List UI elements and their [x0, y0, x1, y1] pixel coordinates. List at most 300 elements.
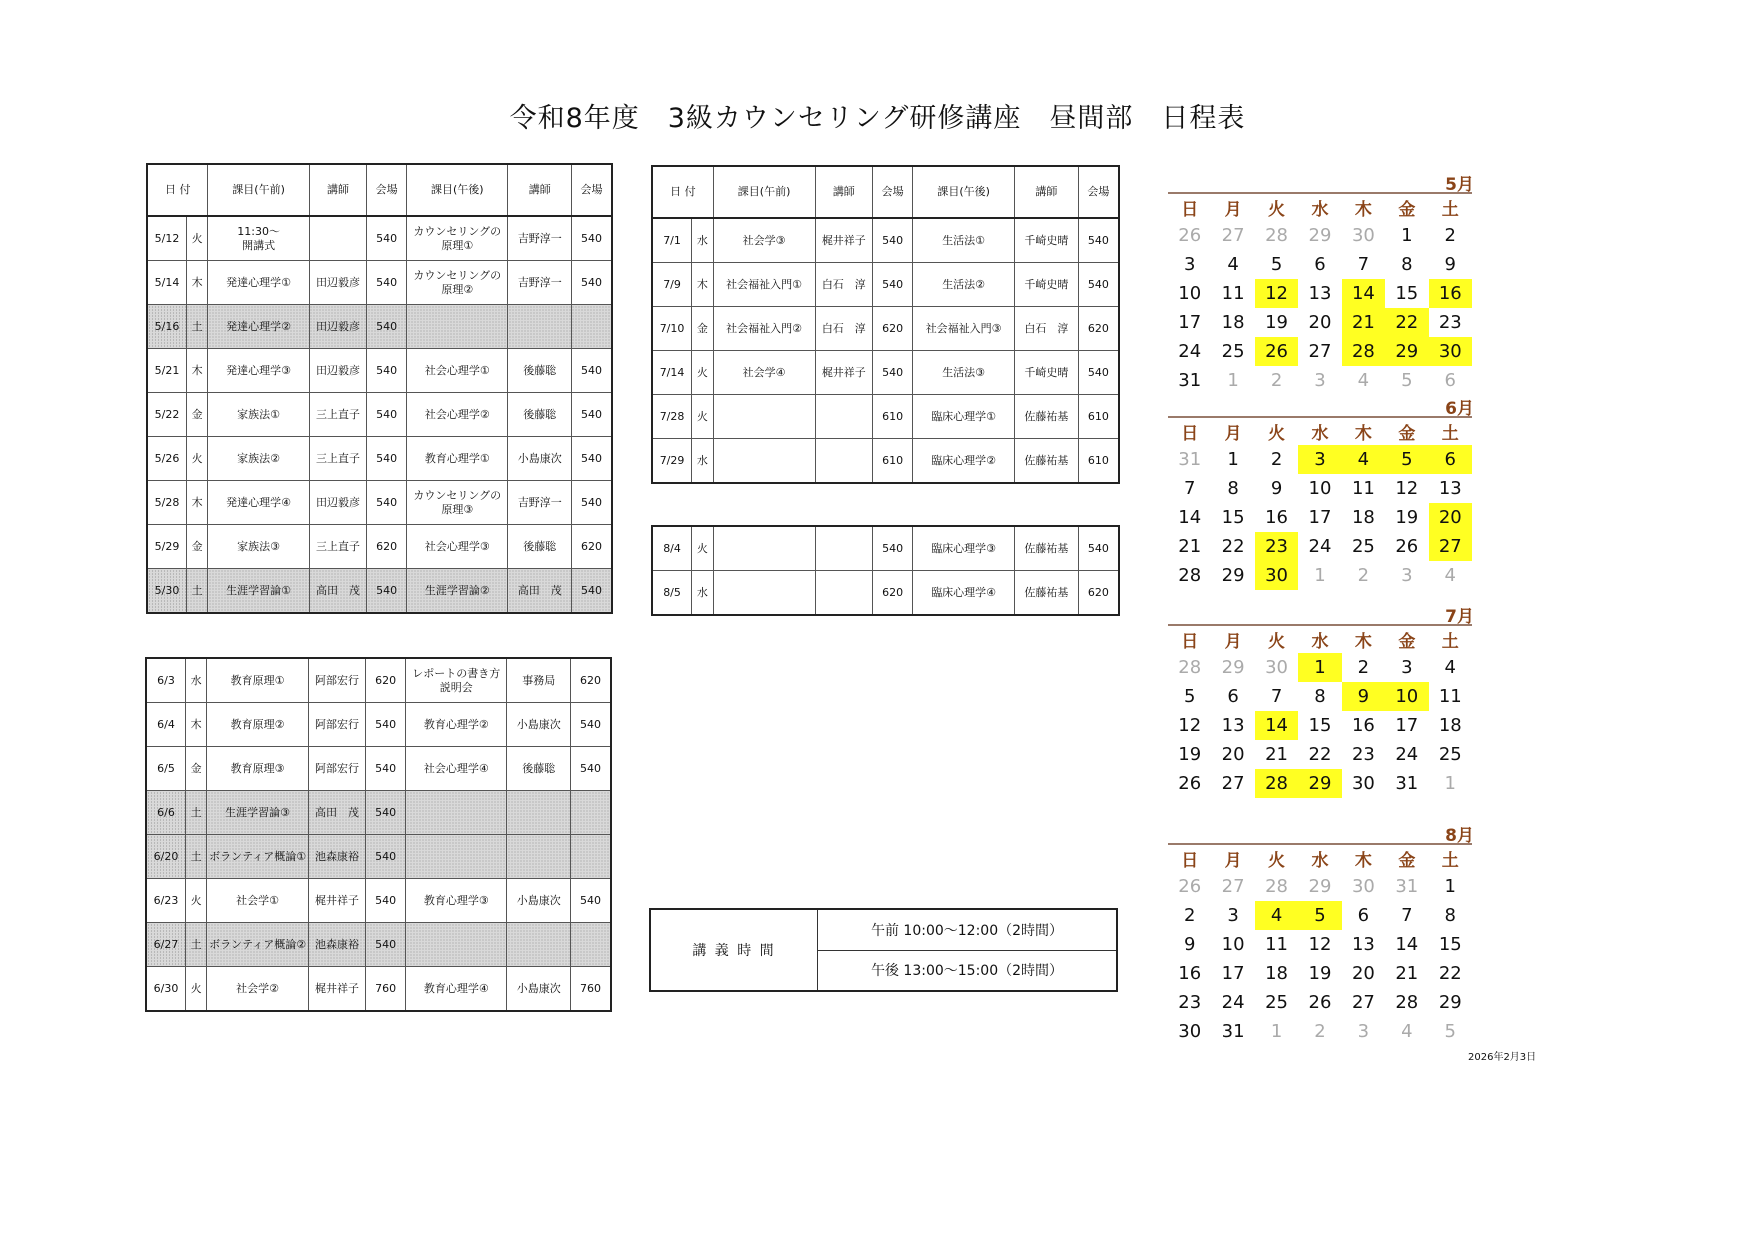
- cell-am-subject: 教育原理③: [207, 747, 308, 791]
- calendar-day: 13: [1438, 478, 1462, 499]
- calendar-day: 25: [1351, 536, 1375, 557]
- calendar-day: 13: [1221, 715, 1245, 736]
- header-am-room: 会場: [873, 166, 913, 218]
- table-row: [652, 571, 1119, 616]
- calendar-day: 29: [1438, 992, 1462, 1013]
- calendar-weekday: 水: [1298, 625, 1341, 653]
- table-row: [146, 835, 611, 879]
- calendar-day: 6: [1444, 370, 1456, 391]
- calendar-day: 29: [1308, 225, 1332, 246]
- calendar-day: 8: [1401, 254, 1413, 275]
- cell-weekday: 木: [186, 261, 208, 305]
- calendar-day-lecture: 30: [1255, 561, 1298, 590]
- calendar-week: [1168, 445, 1472, 474]
- header-pm-instructor: 講師: [1015, 166, 1079, 218]
- schedule-table-may: [146, 163, 613, 614]
- cell-pm-instructor: 千崎史晴: [1015, 218, 1079, 263]
- table-row: [146, 967, 611, 1012]
- calendar-day: 4: [1357, 370, 1370, 391]
- calendar-week: [1168, 532, 1472, 561]
- cell-weekday: 水: [692, 439, 714, 484]
- cell-am-subject: 家族法③: [208, 525, 309, 569]
- calendar-month-label: 7月: [1445, 607, 1474, 627]
- cell-date: 6/3: [146, 658, 185, 703]
- cell-date: 6/6: [146, 791, 185, 835]
- table-row: [147, 481, 612, 525]
- cell-pm-subject: カウンセリングの 原理①: [407, 216, 508, 261]
- calendar-day: 11: [1438, 686, 1462, 707]
- calendar-day: 10: [1178, 283, 1202, 304]
- cell-pm-room: 540: [571, 481, 612, 525]
- calendar-day: 22: [1438, 963, 1462, 984]
- calendar-day-lecture: 16: [1429, 279, 1472, 308]
- calendar-day: 1: [1314, 565, 1326, 586]
- calendar-day: 24: [1178, 341, 1202, 362]
- cell-am-instructor: 池森康裕: [308, 835, 365, 879]
- calendar-week: [1168, 561, 1472, 590]
- cell-pm-room: 540: [570, 703, 611, 747]
- cell-date: 7/1: [652, 218, 692, 263]
- calendar-day: 29: [1221, 657, 1245, 678]
- cell-pm-subject: 社会心理学②: [407, 393, 508, 437]
- cell-am-instructor: 阿部宏行: [308, 658, 365, 703]
- cell-pm-room: 760: [570, 967, 611, 1012]
- calendar-day: 30: [1351, 876, 1375, 897]
- cell-weekday: 水: [692, 571, 714, 616]
- cell-pm-subject: 臨床心理学①: [913, 395, 1015, 439]
- cell-am-subject: [713, 439, 815, 484]
- calendar-day-lecture: 29: [1298, 769, 1341, 798]
- cell-am-subject: ボランティア概論①: [207, 835, 308, 879]
- table-row: [652, 263, 1119, 307]
- cell-am-subject: ボランティア概論②: [207, 923, 308, 967]
- cell-weekday: 金: [692, 307, 714, 351]
- cell-pm-room: 540: [1078, 351, 1119, 395]
- table-row: [147, 216, 612, 261]
- header-am-room: 会場: [367, 164, 407, 216]
- table-row: [146, 879, 611, 923]
- calendar-day: 8: [1227, 478, 1239, 499]
- calendar-grid: [1168, 416, 1472, 590]
- calendar-week: [1168, 901, 1472, 930]
- table-row: [652, 307, 1119, 351]
- calendar-day: 28: [1178, 657, 1202, 678]
- calendar-day-lecture: 28: [1342, 337, 1385, 366]
- calendar-day: 2: [1270, 370, 1283, 391]
- cell-am-subject: 生涯学習論①: [208, 569, 309, 614]
- cell-weekday: 水: [692, 218, 714, 263]
- cell-pm-room: 620: [1078, 307, 1119, 351]
- calendar-day: 28: [1395, 992, 1419, 1013]
- calendar-day: 2: [1270, 449, 1283, 470]
- calendar-day: 3: [1401, 565, 1413, 586]
- cell-weekday: 土: [185, 791, 207, 835]
- calendar-weekday: 日: [1168, 193, 1211, 221]
- cell-am-instructor: 阿部宏行: [308, 747, 365, 791]
- calendar-day: 2: [1357, 565, 1370, 586]
- cell-pm-room: 540: [571, 393, 612, 437]
- calendar-weekday: 月: [1211, 844, 1254, 872]
- calendar-day-lecture: 3: [1298, 445, 1341, 474]
- calendar-day-lecture: 20: [1429, 503, 1472, 532]
- cell-pm-room: 540: [571, 569, 612, 614]
- cell-pm-room: 540: [1078, 526, 1119, 571]
- calendar-day: 5: [1270, 254, 1283, 275]
- cell-am-instructor: 梶井祥子: [308, 879, 365, 923]
- table-row: [652, 439, 1119, 484]
- calendar-day: 25: [1438, 744, 1462, 765]
- calendar-day: 17: [1395, 715, 1419, 736]
- cell-am-instructor: 梶井祥子: [815, 351, 873, 395]
- cell-pm-subject: 臨床心理学④: [913, 571, 1015, 616]
- cell-date: 7/29: [652, 439, 692, 484]
- calendar-day: 24: [1308, 536, 1332, 557]
- calendar-day-lecture: 10: [1385, 682, 1428, 711]
- calendar-day: 26: [1178, 225, 1202, 246]
- cell-am-room: 540: [366, 703, 406, 747]
- calendar-day: 9: [1444, 254, 1456, 275]
- header-pm-subject: 課目(午後): [913, 166, 1015, 218]
- calendar-august: [1168, 821, 1498, 1046]
- cell-pm-room: 610: [1078, 395, 1119, 439]
- calendar-june: [1168, 394, 1498, 590]
- table-row: [652, 526, 1119, 571]
- header-am-subject: 課目(午前): [713, 166, 815, 218]
- calendar-day: 20: [1351, 963, 1375, 984]
- calendar-day: 7: [1270, 686, 1283, 707]
- cell-pm-subject: 生涯学習論②: [407, 569, 508, 614]
- calendar-day: 5: [1401, 370, 1413, 391]
- cell-weekday: 火: [186, 216, 208, 261]
- calendar-grid: [1168, 624, 1472, 798]
- cell-date: 7/9: [652, 263, 692, 307]
- header-am-subject: 課目(午前): [208, 164, 309, 216]
- calendar-day: 27: [1308, 341, 1332, 362]
- table-row: [146, 703, 611, 747]
- cell-pm-room: 540: [571, 437, 612, 481]
- cell-pm-subject: 生活法③: [913, 351, 1015, 395]
- calendar-day: 11: [1351, 478, 1375, 499]
- calendar-weekday: 月: [1211, 625, 1254, 653]
- cell-pm-subject: カウンセリングの 原理②: [407, 261, 508, 305]
- calendar-day: 23: [1351, 744, 1375, 765]
- header-pm-instructor: 講師: [508, 164, 572, 216]
- calendar-day: 19: [1395, 507, 1419, 528]
- calendar-day: 4: [1444, 565, 1456, 586]
- calendar-day: 1: [1444, 876, 1456, 897]
- calendar-day: 31: [1395, 876, 1419, 897]
- cell-am-subject: [713, 395, 815, 439]
- calendar-day-lecture: 21: [1342, 308, 1385, 337]
- calendar-day: 15: [1308, 715, 1332, 736]
- calendar-day: 31: [1178, 370, 1202, 391]
- calendar-day: 7: [1401, 905, 1413, 926]
- calendar-day: 13: [1308, 283, 1332, 304]
- cell-pm-room: 540: [570, 879, 611, 923]
- cell-pm-subject: 臨床心理学③: [913, 526, 1015, 571]
- cell-weekday: 木: [185, 703, 207, 747]
- calendar-day-lecture: 26: [1255, 337, 1298, 366]
- cell-am-instructor: 田辺毅彦: [309, 305, 366, 349]
- calendar-day: 6: [1357, 905, 1370, 926]
- calendar-weekday: 木: [1342, 625, 1385, 653]
- cell-am-room: 540: [367, 261, 407, 305]
- table-row: [146, 747, 611, 791]
- cell-date: 6/5: [146, 747, 185, 791]
- cell-pm-instructor: 佐藤祐基: [1015, 571, 1079, 616]
- calendar-day: 20: [1308, 312, 1332, 333]
- cell-pm-subject: 臨床心理学②: [913, 439, 1015, 484]
- cell-pm-subject: [407, 305, 508, 349]
- calendar-day: 3: [1227, 905, 1239, 926]
- cell-pm-room: 540: [570, 747, 611, 791]
- cell-weekday: 火: [186, 437, 208, 481]
- header-pm-room: 会場: [571, 164, 612, 216]
- calendar-may: [1168, 170, 1498, 395]
- header-pm-subject: 課目(午後): [407, 164, 508, 216]
- table-row: [652, 395, 1119, 439]
- calendar-day: 1: [1227, 370, 1239, 391]
- cell-pm-instructor: 事務局: [507, 658, 571, 703]
- cell-am-subject: 教育原理①: [207, 658, 308, 703]
- cell-am-subject: 社会福祉入門②: [713, 307, 815, 351]
- cell-pm-instructor: 小島康次: [507, 703, 571, 747]
- calendar-day: 9: [1183, 934, 1196, 955]
- cell-am-instructor: 梶井祥子: [308, 967, 365, 1012]
- calendar-day: 11: [1265, 934, 1288, 955]
- cell-am-subject: 発達心理学④: [208, 481, 309, 525]
- calendar-weekday: 木: [1342, 193, 1385, 221]
- table-row: [147, 393, 612, 437]
- header-am-instructor: 講師: [815, 166, 873, 218]
- cell-pm-room: [570, 923, 611, 967]
- calendar-day-lecture: 22: [1385, 308, 1428, 337]
- cell-date: 5/29: [147, 525, 186, 569]
- calendar-weekday: 金: [1385, 625, 1428, 653]
- calendar-day: 25: [1265, 992, 1288, 1013]
- header-row: [147, 164, 612, 216]
- calendar-day: 27: [1221, 225, 1245, 246]
- calendar-grid: [1168, 192, 1472, 395]
- table-row: [146, 658, 611, 703]
- lecture-time-pm: 午後 13:00～15:00（2時間）: [818, 950, 1118, 991]
- cell-pm-room: 540: [1078, 263, 1119, 307]
- cell-am-instructor: [815, 439, 873, 484]
- cell-am-room: 620: [366, 658, 406, 703]
- calendar-july: [1168, 602, 1498, 798]
- calendar-day: 2: [1314, 1021, 1326, 1042]
- header-date: 日 付: [147, 164, 208, 216]
- cell-pm-subject: 教育心理学④: [406, 967, 507, 1012]
- cell-date: 6/27: [146, 923, 185, 967]
- calendar-day: 5: [1183, 686, 1196, 707]
- calendar-day: 20: [1221, 744, 1245, 765]
- calendar-day: 30: [1265, 657, 1288, 678]
- cell-am-subject: [713, 526, 815, 571]
- cell-pm-instructor: 小島康次: [507, 967, 571, 1012]
- calendar-day-lecture: 9: [1342, 682, 1385, 711]
- calendar-month-label: 6月: [1445, 399, 1474, 419]
- table-row: [147, 349, 612, 393]
- header-am-instructor: 講師: [309, 164, 366, 216]
- calendar-day-lecture: 29: [1385, 337, 1428, 366]
- cell-pm-room: 540: [571, 216, 612, 261]
- calendar-week: [1168, 711, 1472, 740]
- cell-am-room: 540: [367, 216, 407, 261]
- calendar-day: 30: [1178, 1021, 1202, 1042]
- cell-am-instructor: 阿部宏行: [308, 703, 365, 747]
- calendar-day: 4: [1444, 657, 1456, 678]
- cell-pm-instructor: 後藤聡: [508, 525, 572, 569]
- calendar-week: [1168, 740, 1472, 769]
- cell-am-room: 540: [366, 791, 406, 835]
- cell-am-subject: 家族法①: [208, 393, 309, 437]
- calendar-weekday: 木: [1342, 844, 1385, 872]
- cell-pm-subject: [406, 923, 507, 967]
- cell-am-room: 540: [367, 349, 407, 393]
- cell-pm-room: 620: [1078, 571, 1119, 616]
- cell-weekday: 土: [186, 569, 208, 614]
- calendar-day: 29: [1308, 876, 1332, 897]
- calendar-day: 30: [1351, 225, 1375, 246]
- calendar-week: [1168, 503, 1472, 532]
- calendar-weekday: 月: [1211, 417, 1254, 445]
- calendar-day: 16: [1178, 963, 1202, 984]
- table-row: [146, 791, 611, 835]
- calendar-day: 3: [1357, 1021, 1370, 1042]
- cell-pm-instructor: 吉野淳一: [508, 481, 572, 525]
- cell-weekday: 金: [186, 525, 208, 569]
- calendar-month-label: 8月: [1445, 826, 1474, 846]
- cell-am-subject: 生涯学習論③: [207, 791, 308, 835]
- cell-pm-subject: 社会福祉入門③: [913, 307, 1015, 351]
- cell-am-room: 540: [366, 879, 406, 923]
- cell-weekday: 木: [186, 481, 208, 525]
- calendar-day: 23: [1438, 312, 1462, 333]
- cell-weekday: 金: [185, 747, 207, 791]
- calendar-day: 2: [1444, 225, 1456, 246]
- calendar-day-lecture: 14: [1255, 711, 1298, 740]
- calendar-day: 24: [1395, 744, 1419, 765]
- cell-pm-subject: 社会心理学③: [407, 525, 508, 569]
- calendar-week: [1168, 653, 1472, 682]
- calendar-day-lecture: 28: [1255, 769, 1298, 798]
- cell-pm-subject: 社会心理学①: [407, 349, 508, 393]
- calendar-day-lecture: 30: [1429, 337, 1472, 366]
- cell-am-room: 620: [367, 525, 407, 569]
- table-row: [652, 351, 1119, 395]
- calendar-weekday: 火: [1255, 625, 1298, 653]
- cell-pm-room: [571, 305, 612, 349]
- cell-date: 5/12: [147, 216, 186, 261]
- calendar-week: [1168, 872, 1472, 901]
- calendar-week: [1168, 308, 1472, 337]
- calendar-day: 16: [1351, 715, 1375, 736]
- cell-pm-room: 610: [1078, 439, 1119, 484]
- cell-date: 5/28: [147, 481, 186, 525]
- calendar-day: 15: [1438, 934, 1462, 955]
- calendar-weekday: 火: [1255, 193, 1298, 221]
- cell-pm-room: [570, 791, 611, 835]
- calendar-week: [1168, 474, 1472, 503]
- cell-am-instructor: 三上直子: [309, 393, 366, 437]
- cell-pm-instructor: 佐藤祐基: [1015, 526, 1079, 571]
- calendar-day: 11: [1221, 283, 1245, 304]
- table-row: [147, 525, 612, 569]
- cell-am-room: 540: [367, 393, 407, 437]
- calendar-day: 26: [1308, 992, 1332, 1013]
- cell-am-room: 760: [366, 967, 406, 1012]
- cell-am-room: 540: [873, 218, 913, 263]
- calendar-day-lecture: 5: [1385, 445, 1428, 474]
- calendar-weekday: 木: [1342, 417, 1385, 445]
- calendar-weekday: 金: [1385, 417, 1428, 445]
- cell-am-instructor: 池森康裕: [308, 923, 365, 967]
- cell-am-room: 540: [873, 263, 913, 307]
- calendar-day: 12: [1395, 478, 1419, 499]
- cell-am-instructor: [815, 526, 873, 571]
- cell-pm-subject: [406, 835, 507, 879]
- cell-am-room: 540: [366, 747, 406, 791]
- cell-am-instructor: 田辺毅彦: [309, 349, 366, 393]
- calendar-week: [1168, 769, 1472, 798]
- calendar-day: 15: [1221, 507, 1245, 528]
- calendar-day: 26: [1395, 536, 1419, 557]
- cell-pm-instructor: 白石 淳: [1015, 307, 1079, 351]
- cell-pm-subject: 教育心理学①: [407, 437, 508, 481]
- cell-date: 7/10: [652, 307, 692, 351]
- calendar-day: 12: [1178, 715, 1202, 736]
- calendar-day: 21: [1395, 963, 1419, 984]
- calendar-week: [1168, 366, 1472, 395]
- calendar-day: 19: [1265, 312, 1288, 333]
- cell-pm-room: [570, 835, 611, 879]
- cell-pm-instructor: 後藤聡: [508, 349, 572, 393]
- table-row: [147, 437, 612, 481]
- cell-weekday: 土: [185, 923, 207, 967]
- cell-am-room: 620: [873, 307, 913, 351]
- cell-am-subject: 発達心理学①: [208, 261, 309, 305]
- header-pm-room: 会場: [1078, 166, 1119, 218]
- header-date: 日 付: [652, 166, 713, 218]
- lecture-time-label: 講 義 時 間: [650, 909, 818, 991]
- calendar-day: 3: [1183, 254, 1196, 275]
- calendar-day: 15: [1395, 283, 1419, 304]
- cell-am-subject: 11:30～ 開講式: [208, 216, 309, 261]
- calendar-day: 31: [1395, 773, 1419, 794]
- cell-am-instructor: 白石 淳: [815, 263, 873, 307]
- cell-pm-instructor: 小島康次: [508, 437, 572, 481]
- calendar-day: 14: [1178, 507, 1202, 528]
- cell-weekday: 火: [692, 526, 714, 571]
- calendar-weekday: 月: [1211, 193, 1254, 221]
- schedule-table-june: [145, 657, 612, 1012]
- cell-am-instructor: [815, 571, 873, 616]
- calendar-day: 27: [1221, 876, 1245, 897]
- calendar-day: 8: [1314, 686, 1326, 707]
- calendar-day: 4: [1227, 254, 1239, 275]
- schedule-table-august: [651, 525, 1120, 616]
- cell-am-subject: 社会学③: [713, 218, 815, 263]
- cell-weekday: 水: [185, 658, 207, 703]
- cell-pm-room: 540: [1078, 218, 1119, 263]
- table-row: [147, 569, 612, 614]
- calendar-day: 6: [1227, 686, 1239, 707]
- calendar-day: 4: [1401, 1021, 1413, 1042]
- cell-am-room: 540: [367, 569, 407, 614]
- table-row: [147, 261, 612, 305]
- calendar-day: 25: [1221, 341, 1245, 362]
